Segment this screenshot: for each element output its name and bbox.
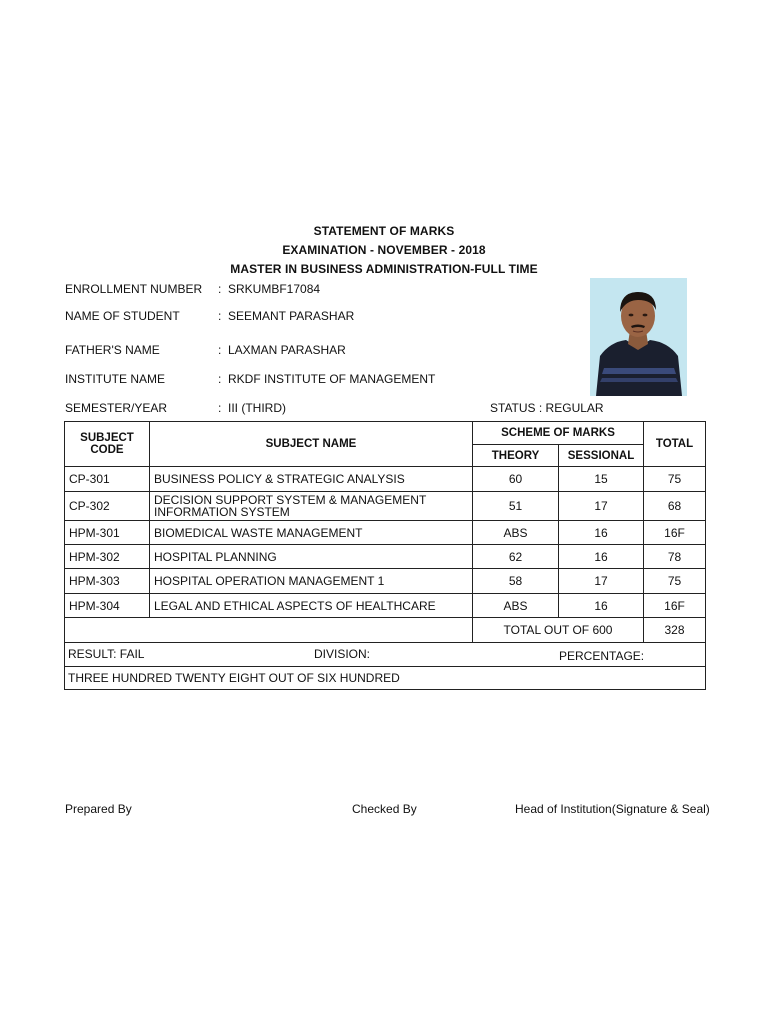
result-text: RESULT: FAIL bbox=[68, 646, 145, 661]
program-title: MASTER IN BUSINESS ADMINISTRATION-FULL TIME bbox=[230, 262, 538, 276]
table-row bbox=[65, 545, 706, 569]
table-row bbox=[65, 521, 706, 545]
table-row bbox=[65, 594, 706, 618]
header-subject-code: SUBJECT CODE bbox=[65, 422, 150, 467]
words-row bbox=[65, 667, 706, 690]
father-name-label: FATHER'S NAME bbox=[65, 343, 160, 357]
enrollment-label: ENROLLMENT NUMBER bbox=[65, 282, 203, 296]
theory-marks: 60 bbox=[473, 467, 559, 492]
father-name-colon: : bbox=[218, 343, 222, 357]
subject-name: BIOMEDICAL WASTE MANAGEMENT bbox=[150, 521, 473, 545]
total-marks: 75 bbox=[644, 467, 706, 492]
institute-label: INSTITUTE NAME bbox=[65, 372, 166, 386]
subject-code: HPM-301 bbox=[65, 521, 150, 545]
result-row bbox=[65, 643, 706, 667]
sessional-marks: 16 bbox=[559, 521, 644, 545]
sessional-marks: 16 bbox=[559, 594, 644, 618]
sessional-marks: 16 bbox=[559, 545, 644, 569]
table-row bbox=[65, 492, 706, 521]
exam-title: EXAMINATION - NOVEMBER - 2018 bbox=[282, 243, 486, 257]
theory-marks: ABS bbox=[473, 594, 559, 618]
semester-colon: : bbox=[218, 401, 222, 415]
subject-name: HOSPITAL OPERATION MANAGEMENT 1 bbox=[150, 569, 473, 594]
subject-name: BUSINESS POLICY & STRATEGIC ANALYSIS bbox=[150, 467, 473, 492]
checked-by: Checked By bbox=[352, 802, 417, 816]
subject-code: HPM-304 bbox=[65, 594, 150, 618]
total-marks: 78 bbox=[644, 545, 706, 569]
total-marks: 68 bbox=[644, 492, 706, 521]
theory-marks: 62 bbox=[473, 545, 559, 569]
subject-code: HPM-302 bbox=[65, 545, 150, 569]
total-out-of-label: TOTAL OUT OF 600 bbox=[473, 618, 644, 643]
sessional-marks: 17 bbox=[559, 569, 644, 594]
marks-table bbox=[64, 421, 706, 690]
division-text: DIVISION: bbox=[314, 646, 371, 661]
grand-total-value: 328 bbox=[644, 618, 706, 643]
student-name-colon: : bbox=[218, 309, 222, 323]
subject-code: CP-301 bbox=[65, 467, 150, 492]
enrollment-value: SRKUMBF17084 bbox=[228, 282, 321, 296]
percentage-text: PERCENTAGE: bbox=[559, 648, 645, 663]
enrollment-colon: : bbox=[218, 282, 222, 296]
prepared-by: Prepared By bbox=[65, 802, 132, 816]
father-name-value: LAXMAN PARASHAR bbox=[228, 343, 346, 357]
document-title: STATEMENT OF MARKS bbox=[313, 224, 455, 238]
header-theory: THEORY bbox=[473, 445, 559, 467]
total-in-words: THREE HUNDRED TWENTY EIGHT OUT OF SIX HUNDRED bbox=[65, 667, 706, 690]
header-total: TOTAL bbox=[644, 422, 706, 467]
table-row bbox=[65, 569, 706, 594]
subject-name: DECISION SUPPORT SYSTEM & MANAGEMENT INFORMATION SYSTEM bbox=[150, 492, 473, 521]
sessional-marks: 15 bbox=[559, 467, 644, 492]
institute-value: RKDF INSTITUTE OF MANAGEMENT bbox=[228, 372, 436, 386]
student-photo bbox=[590, 278, 687, 396]
sessional-marks: 17 bbox=[559, 492, 644, 521]
header-sessional: SESSIONAL bbox=[559, 445, 644, 467]
student-name-value: SEEMANT PARASHAR bbox=[228, 309, 355, 323]
theory-marks: ABS bbox=[473, 521, 559, 545]
total-row-blank bbox=[65, 618, 473, 643]
status-text: STATUS : REGULAR bbox=[490, 401, 604, 415]
header-scheme-of-marks: SCHEME OF MARKS bbox=[473, 422, 644, 445]
table-row bbox=[65, 467, 706, 492]
subject-code: CP-302 bbox=[65, 492, 150, 521]
institute-colon: : bbox=[218, 372, 222, 386]
result-cell bbox=[65, 643, 706, 667]
subject-name: LEGAL AND ETHICAL ASPECTS OF HEALTHCARE bbox=[150, 594, 473, 618]
semester-label: SEMESTER/YEAR bbox=[65, 401, 168, 415]
subject-name: HOSPITAL PLANNING bbox=[150, 545, 473, 569]
student-name-label: NAME OF STUDENT bbox=[65, 309, 180, 323]
header-subject-name: SUBJECT NAME bbox=[150, 422, 473, 467]
subject-code: HPM-303 bbox=[65, 569, 150, 594]
theory-marks: 58 bbox=[473, 569, 559, 594]
total-marks: 16F bbox=[644, 594, 706, 618]
theory-marks: 51 bbox=[473, 492, 559, 521]
head-of-institution: Head of Institution(Signature & Seal) bbox=[515, 802, 710, 816]
total-marks: 75 bbox=[644, 569, 706, 594]
semester-value: III (THIRD) bbox=[228, 401, 286, 415]
total-row bbox=[65, 618, 706, 643]
total-marks: 16F bbox=[644, 521, 706, 545]
